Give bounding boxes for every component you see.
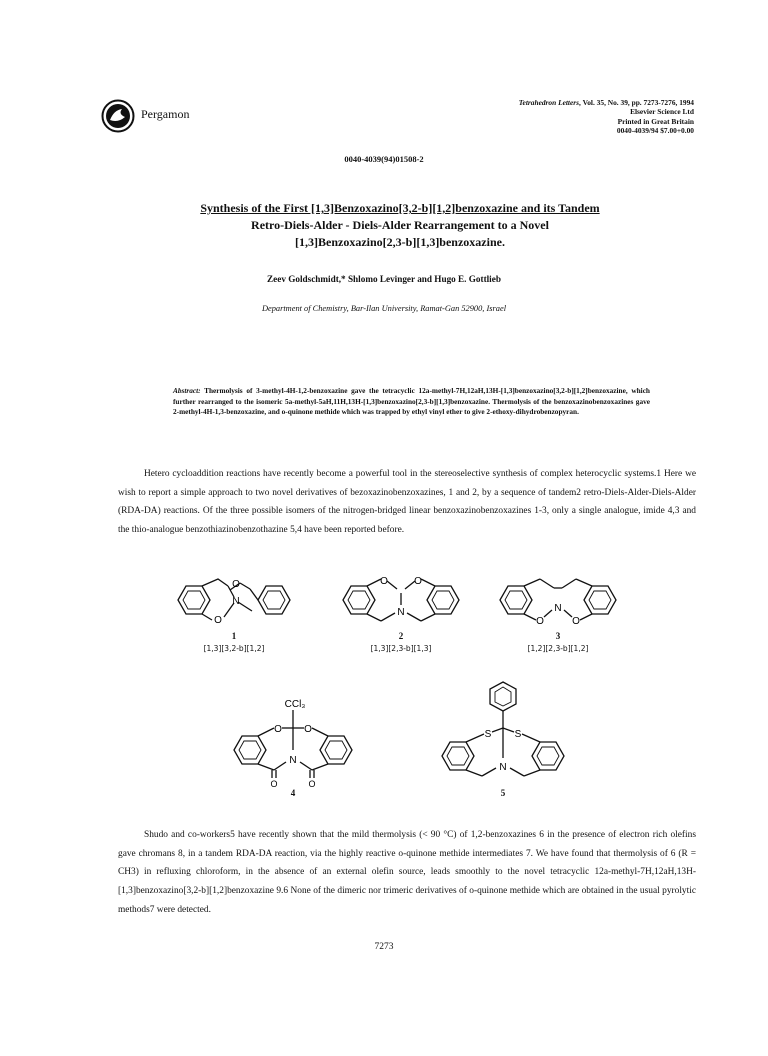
structure-4-atom-o-right: O: [304, 724, 312, 735]
title-line-1: Synthesis of the First [1,3]Benzoxazino[3,2-b][1,2]benzoxazine and its Tandem: [200, 201, 600, 215]
structure-5-drawing: [436, 676, 570, 788]
abstract: [173, 386, 650, 418]
structure-1-label: [1,3][3,2-b][1,2]: [203, 644, 265, 653]
structure-3-atom-o-left: O: [536, 616, 544, 625]
body-paragraph-2: Shudo and co-workers5 have recently shown that the mild thermolysis (< 90 °C) of 1,2-benzoxazines 6 in the presence of electron rich olefins gave chromans 8, in a tandem RDA-DA reaction, via the highly reactive o-quinone methide intermediates 7. We have found that thermolysis of 6 (R = CH3) in refluxing chloroform, in the absence of an external olefin source, leads smoothly to the novel tetracyclic 12a-methyl-7H,12aH,13H-[1,3]benzoxazino[3,2-b][1,2]benzoxazine 9.6 None of the dimeric nor trimeric derivatives of o-quinone methide which are obtained in the usual pyrolytic methods7 were detected.: [118, 830, 696, 915]
structure-4-atom-o-left: O: [274, 724, 282, 735]
structure-5: [436, 676, 570, 798]
doi-code: 0040-4039(94)01508-2: [344, 154, 424, 164]
structure-3-drawing: [494, 575, 622, 625]
affiliation: Department of Chemistry, Bar-Ilan University, Ramat-Gan 52900, Israel: [261, 304, 507, 313]
paper-title: [140, 200, 660, 251]
structure-2-atom-n: N: [397, 607, 405, 618]
structure-3-atom-o-right: O: [572, 616, 580, 625]
authors: Zeev Goldschmidt,* Shlomo Levinger and Hugo E. Gottlieb: [267, 274, 501, 284]
structure-3-number: 3: [555, 631, 561, 641]
structure-1-atom-o-top: O: [232, 579, 240, 590]
body-paragraph-1: Hetero cycloaddition reactions have recently become a powerful tool in the stereoselective synthesis of complex heterocyclic systems.1 Here we wish to report a simple approach to two novel derivatives of bezoxazinobenzoxazines, 1 and 2, by a sequence of tandem2 retro-Diels-Alder-Diels-Alder (RDA-DA) reactions. Of the three possible isomers of the nitrogen-bridged linear benzoxazinobenzoxazines 1-3, only a single analogue, imide 4,3 and the thio-analogue benzothiazinobenzothazine 5,4 have been reported before.: [118, 469, 696, 536]
structure-4-substituent: CCl₃: [284, 699, 306, 710]
page-number: 7273: [374, 942, 394, 952]
structure-4-drawing: [228, 690, 358, 788]
issn-price: 0040-4039/94 $7.00+0.00: [616, 126, 694, 136]
publisher-logo-icon: [101, 99, 135, 133]
copyright-holder: Elsevier Science Ltd: [630, 107, 694, 117]
structure-5-atom-n: N: [499, 762, 507, 773]
structure-1-drawing: [172, 575, 296, 625]
title-line-3: [1,3]Benzoxazino[2,3-b][1,3]benzoxazine.: [295, 235, 505, 249]
structure-5-number: 5: [500, 788, 506, 798]
structure-4-atom-o-carbonyl-right: O: [308, 779, 316, 788]
structure-2-label: [1,3][2,3-b][1,3]: [370, 644, 432, 653]
structure-2-number: 2: [398, 631, 404, 641]
structure-1: [172, 575, 296, 653]
printed-note: Printed in Great Britain: [617, 116, 694, 126]
journal-name: Tetrahedron Letters: [518, 98, 580, 107]
structure-4-atom-n: N: [289, 755, 297, 766]
abstract-text: Thermolysis of 3-methyl-4H-1,2-benzoxazine gave the tetracyclic 12a-methyl-7H,12aH,13H-[1,3]benzoxazino[3,2-b][1,2]benzoxazine, which further rearranged to the isomeric 5a-methyl-5aH,11H,13H-[1,3]benzoxazino[2,3-b][1,3]benzoxazine. Thermolysis of the benzoxazinobenzoxazines gave 2-methyl-4H-1,3-benzoxazine, and o-quinone methide which was trapped by ethyl vinyl ether to give 2-ethoxy-dihydrobenzopyran.: [173, 386, 650, 417]
structure-1-atom-o-bottom: O: [214, 615, 222, 625]
structure-3-atom-n: N: [554, 603, 562, 614]
structure-2-atom-o-left: O: [380, 576, 388, 587]
structure-3: [494, 575, 622, 653]
abstract-label: Abstract:: [173, 386, 201, 395]
structure-1-number: 1: [231, 631, 237, 641]
journal-citation: , Vol. 35, No. 39, pp. 7273-7276, 1994: [579, 98, 694, 107]
structure-4-atom-o-carbonyl-left: O: [270, 779, 278, 788]
structure-2-drawing: [337, 575, 465, 625]
structure-3-label: [1,2][2,3-b][1,2]: [527, 644, 589, 653]
structure-5-atom-s-right: S: [514, 729, 522, 740]
structure-2-atom-o-right: O: [414, 576, 422, 587]
journal-info: [519, 98, 694, 136]
title-line-2: Retro-Diels-Alder - Diels-Alder Rearrangement to a Novel: [251, 218, 549, 232]
structure-5-atom-s-left: S: [484, 729, 492, 740]
structure-4-number: 4: [290, 788, 296, 798]
structure-1-atom-n: N: [232, 596, 240, 607]
structure-2: [337, 575, 465, 653]
structure-4: [228, 690, 358, 798]
publisher-name: Pergamon: [141, 107, 190, 121]
